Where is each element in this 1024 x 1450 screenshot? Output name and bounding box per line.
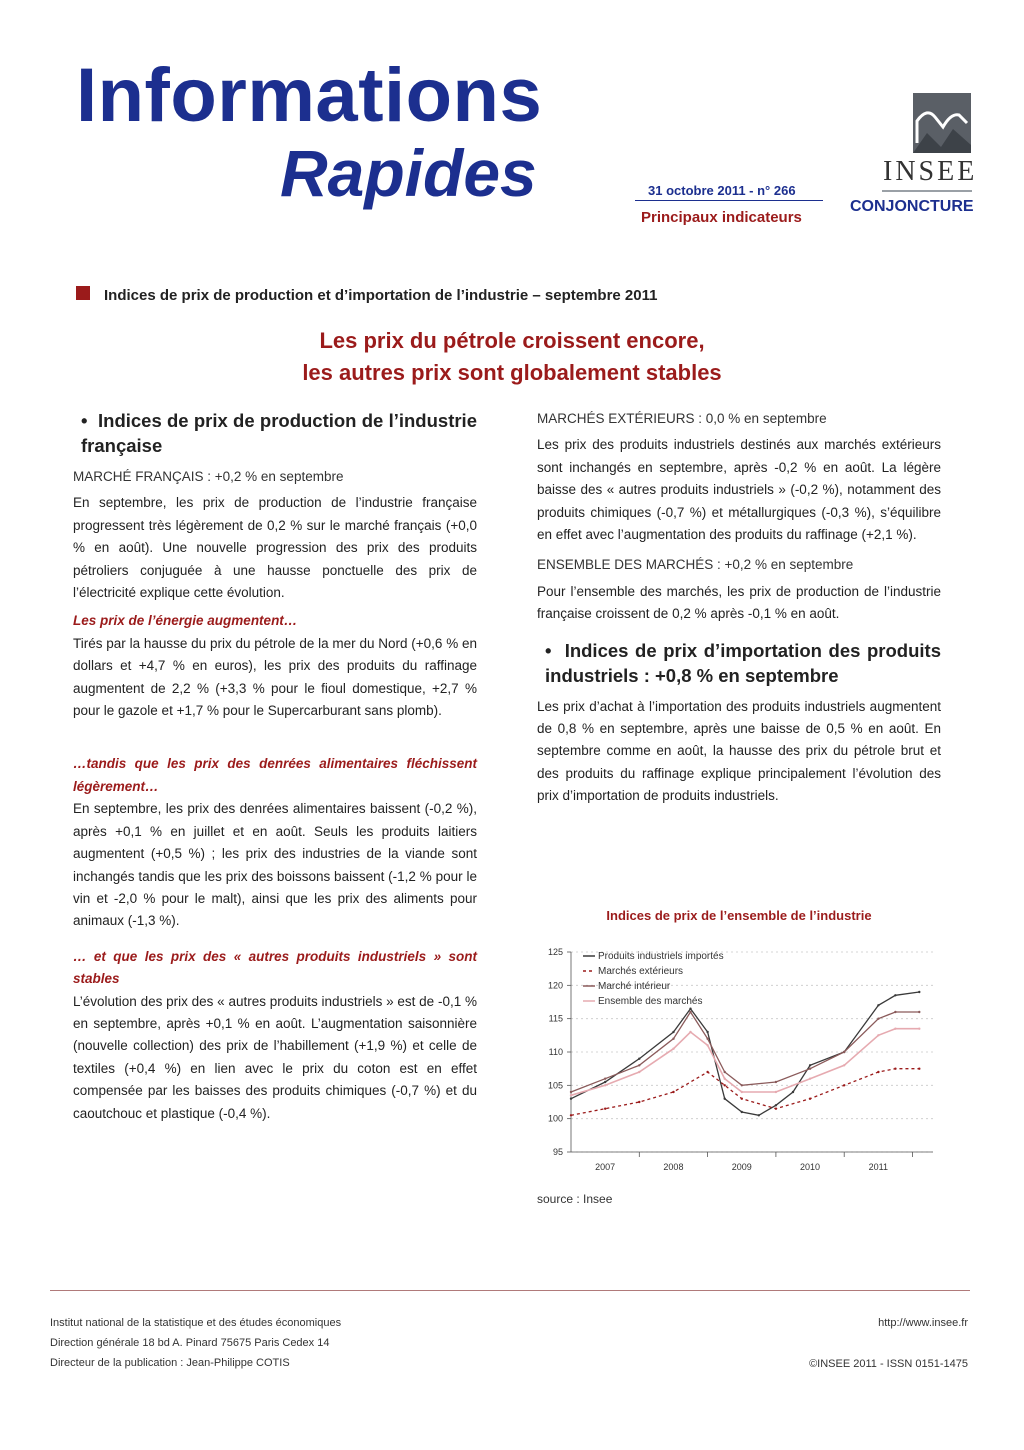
data-point bbox=[877, 1034, 879, 1036]
right-column bbox=[537, 408, 941, 808]
chart-title: Indices de prix de l’ensemble de l’industrie bbox=[606, 908, 872, 923]
paragraph: En septembre, les prix des denrées alimentaires baissent (-0,2 %), après +0,1 % en juillet et en août. Seuls les produits laitiers augmentent (+0,5 %) ; les prix des industries de la viande sont inchangés tandis que les prix des boissons baissent (-1,2 % pour le vin et -2,0 % pour le malt), ainsi que les prix des aliments pour animaux (-1,3 %). bbox=[73, 801, 477, 929]
data-point bbox=[843, 1084, 845, 1086]
left-column bbox=[73, 408, 477, 1125]
footer-line: Direction générale 18 bd A. Pinard 75675 Paris Cedex 14 bbox=[50, 1337, 330, 1349]
headline-line-1: Les prix du pétrole croissent encore, bbox=[319, 328, 705, 353]
footer-rule bbox=[50, 1290, 970, 1291]
footer-copyright: ©INSEE 2011 - ISSN 0151-1475 bbox=[809, 1358, 968, 1370]
data-point bbox=[672, 1038, 674, 1040]
data-point bbox=[724, 1098, 726, 1100]
paragraph: En septembre, les prix de production de l’industrie française progressent très légèrement de 0,2 % sur le marché français (+0,0 % en août). Une nouvelle progression des prix des produits pétroliers conjuguée à une hausse ponctuelle des prix de l’électricité explique cette évolution. bbox=[73, 495, 477, 601]
paragraph: L’évolution des prix des « autres produits industriels » est de -0,1 % en septembre, après +0,1 % en août. L’augmentation saisonnière (nouvelle collection) des prix de l’habillement (+1,9 %) et celle de textiles (+0,4 %) en lien avec le prix du coton est en effet compensée par les baisses des produits chimiques (-0,7 %) et du caoutchouc et plastique (-0,4 %). bbox=[73, 993, 477, 1121]
data-point bbox=[741, 1091, 743, 1093]
x-tick-label: 2010 bbox=[800, 1162, 821, 1172]
legend-label: Marchés extérieurs bbox=[598, 966, 684, 977]
data-point bbox=[638, 1064, 640, 1066]
data-point bbox=[877, 1004, 879, 1006]
data-point bbox=[877, 1071, 879, 1073]
data-point bbox=[604, 1081, 606, 1083]
data-point bbox=[724, 1078, 726, 1080]
masthead-rule bbox=[635, 200, 823, 201]
footer-line: Institut national de la statistique et des études économiques bbox=[50, 1317, 342, 1329]
data-point bbox=[894, 1011, 896, 1013]
insee-logo-icon bbox=[913, 93, 971, 153]
insee-tagline: CONJONCTURE bbox=[850, 198, 974, 215]
paragraph: Les prix d’achat à l’importation des produits industriels augmentent de 0,8 % en septembre, après une baisse de 0,5 % en août. En septembre comme en août, la hausse des prix du pétrole brut et des produits du raffinage explique principalement l’évolution des prix d’importation de produits industriels. bbox=[537, 698, 941, 804]
data-point bbox=[604, 1078, 606, 1080]
subheading-energie: Les prix de l’énergie augmentent… bbox=[73, 613, 298, 629]
y-tick-label: 105 bbox=[547, 1080, 563, 1091]
data-point bbox=[638, 1071, 640, 1073]
data-point bbox=[689, 1008, 691, 1010]
data-point bbox=[604, 1084, 606, 1086]
data-point bbox=[918, 1028, 920, 1030]
data-point bbox=[741, 1084, 743, 1086]
y-tick-label: 125 bbox=[547, 947, 563, 957]
data-point bbox=[724, 1084, 726, 1086]
y-tick-label: 115 bbox=[548, 1013, 563, 1024]
data-point bbox=[638, 1058, 640, 1060]
section-title-importation: • Indices de prix d’importation des produits industriels : +0,8 % en septembre bbox=[545, 639, 942, 686]
data-point bbox=[689, 1011, 691, 1013]
footer-line: Directeur de la publication : Jean-Philippe COTIS bbox=[50, 1357, 290, 1369]
data-point bbox=[792, 1091, 794, 1093]
data-point bbox=[758, 1114, 760, 1116]
y-tick-label: 100 bbox=[547, 1113, 563, 1124]
data-point bbox=[724, 1071, 726, 1073]
category-label: Principaux indicateurs bbox=[641, 209, 802, 226]
data-point bbox=[775, 1091, 777, 1093]
data-point bbox=[894, 994, 896, 996]
bullet-square-icon bbox=[76, 286, 90, 300]
insee-wordmark: INSEE bbox=[883, 156, 978, 187]
data-point bbox=[775, 1108, 777, 1110]
data-point bbox=[570, 1091, 572, 1093]
data-point bbox=[843, 1051, 845, 1053]
x-tick-label: 2008 bbox=[663, 1162, 684, 1172]
data-point bbox=[918, 1068, 920, 1070]
data-point bbox=[894, 1028, 896, 1030]
data-point bbox=[741, 1098, 743, 1100]
subheading-autres-produits: … et que les prix des « autres produits industriels » sont stables bbox=[73, 948, 477, 987]
data-point bbox=[775, 1104, 777, 1106]
data-point bbox=[570, 1094, 572, 1096]
data-point bbox=[672, 1048, 674, 1050]
legend-label: Marché intérieur bbox=[598, 981, 671, 992]
data-point bbox=[918, 991, 920, 993]
paragraph: Pour l’ensemble des marchés, les prix de production de l’industrie française croissent de 0,2 % après -0,1 % en août. bbox=[537, 583, 941, 622]
masthead-title: Informations bbox=[76, 53, 543, 138]
y-tick-label: 120 bbox=[547, 980, 563, 991]
data-point bbox=[775, 1081, 777, 1083]
data-point bbox=[570, 1098, 572, 1100]
data-point bbox=[570, 1114, 572, 1116]
paragraph: Tirés par la hausse du prix du pétrole de la mer du Nord (+0,6 % en dollars et +4,7 % en euros), les prix des produits du raffinage augmentent de 2,2 % (+3,3 % pour le fioul domestique, +2,7 % pour le gazole et +1,7 % pour le Supercarburant sans plomb). bbox=[73, 635, 477, 719]
x-tick-label: 2009 bbox=[731, 1162, 752, 1172]
x-tick-label: 2011 bbox=[868, 1162, 889, 1172]
kicker-marche-francais: MARCHÉ FRANÇAIS : +0,2 % en septembre bbox=[73, 469, 344, 484]
data-point bbox=[706, 1031, 708, 1033]
kicker-ensemble-marches: ENSEMBLE DES MARCHÉS : +0,2 % en septembre bbox=[537, 557, 854, 573]
data-point bbox=[706, 1071, 708, 1073]
y-tick-label: 110 bbox=[548, 1047, 563, 1057]
data-point bbox=[894, 1068, 896, 1070]
legend-label: Produits industriels importés bbox=[598, 951, 724, 962]
data-point bbox=[809, 1064, 811, 1066]
data-point bbox=[706, 1038, 708, 1040]
subheading-denrees: …tandis que les prix des denrées alimentaires fléchissent légèrement… bbox=[73, 756, 477, 794]
release-title: Indices de prix de production et d’importation de l’industrie – septembre 2011 bbox=[104, 287, 658, 304]
data-point bbox=[809, 1098, 811, 1100]
headline-line-2: les autres prix sont globalement stables bbox=[302, 360, 722, 385]
data-point bbox=[877, 1018, 879, 1020]
data-point bbox=[672, 1091, 674, 1093]
masthead-subtitle: Rapides bbox=[280, 136, 537, 210]
paragraph: Les prix des produits industriels destinés aux marchés extérieurs sont inchangés en septembre, après -0,2 % en août. La légère baisse des « autres produits industriels » (-0,2 %), notamment des produits chimiques (-0,7 %) et métallurgiques (-0,3 %), s’équilibre en effet avec l’augmentation des produits du raffinage (+2,1 %). bbox=[537, 437, 941, 543]
data-point bbox=[604, 1108, 606, 1110]
footer-address bbox=[50, 1313, 341, 1373]
data-point bbox=[918, 1011, 920, 1013]
legend-label: Ensemble des marchés bbox=[598, 996, 703, 1007]
x-tick-label: 2007 bbox=[595, 1162, 616, 1172]
series-line bbox=[571, 992, 919, 1115]
data-point bbox=[706, 1044, 708, 1046]
data-point bbox=[809, 1078, 811, 1080]
footer-url-link[interactable]: http://www.insee.fr bbox=[878, 1317, 968, 1329]
issue-date: 31 octobre 2011 - n° 266 bbox=[648, 183, 796, 198]
section-title-production: • Indices de prix de production de l’industrie française bbox=[81, 410, 477, 456]
data-point bbox=[689, 1031, 691, 1033]
data-point bbox=[672, 1031, 674, 1033]
data-point bbox=[741, 1111, 743, 1113]
price-index-chart bbox=[537, 940, 941, 1180]
data-point bbox=[809, 1068, 811, 1070]
y-tick-label: 95 bbox=[552, 1147, 563, 1157]
chart-source: source : Insee bbox=[537, 1192, 613, 1206]
insee-rule bbox=[882, 190, 972, 192]
data-point bbox=[638, 1101, 640, 1103]
kicker-marches-exterieurs: MARCHÉS EXTÉRIEURS : 0,0 % en septembre bbox=[537, 411, 827, 426]
data-point bbox=[843, 1064, 845, 1066]
